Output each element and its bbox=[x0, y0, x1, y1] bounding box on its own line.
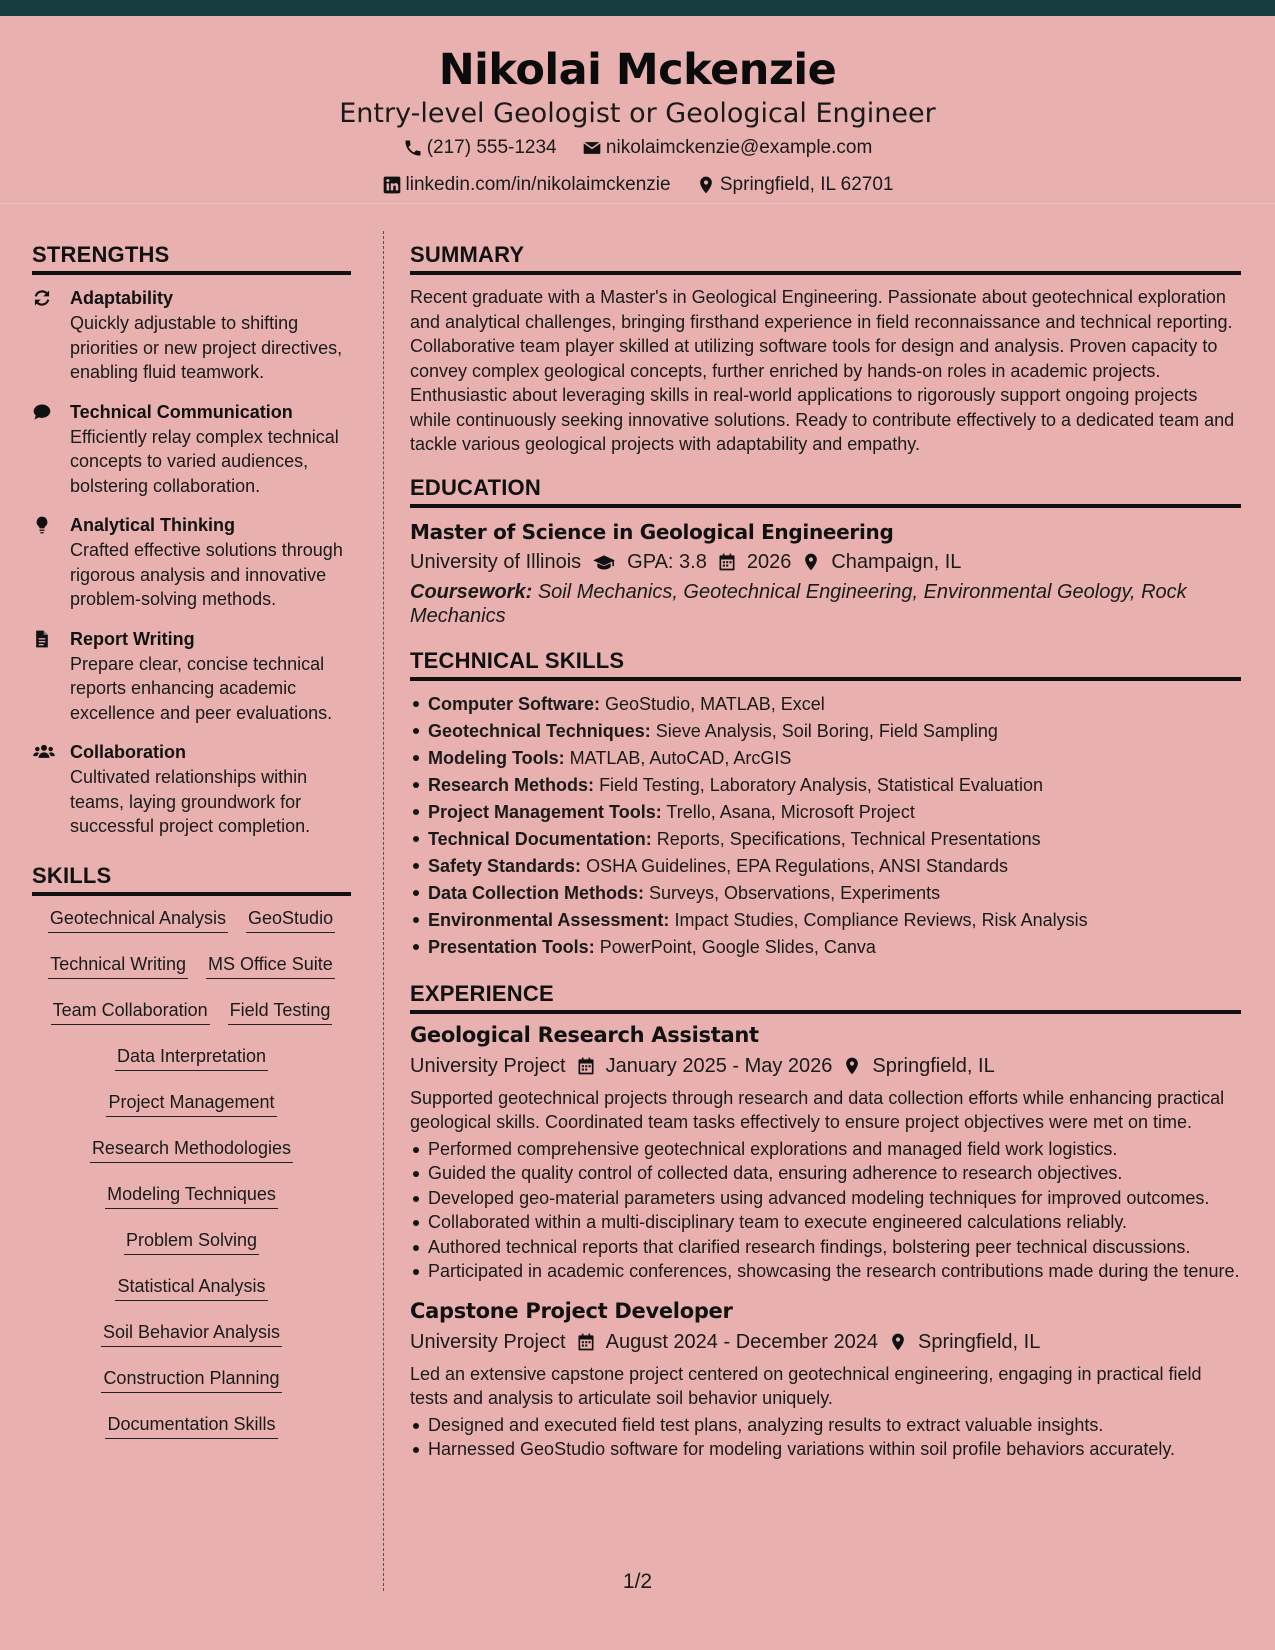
location-text: Springfield, IL 62701 bbox=[719, 174, 894, 195]
skill-tag: Construction Planning bbox=[101, 1366, 281, 1393]
list-item bbox=[410, 718, 1241, 745]
list-item bbox=[410, 934, 1241, 961]
candidate-name: Nikolai Mckenzie bbox=[438, 45, 837, 95]
job-bullets bbox=[410, 1413, 1241, 1462]
summary-text: Recent graduate with a Master's in Geological Engineering. Passionate about geotechnical exploration and analytical challenges, bringing firsthand experience in field reconnaissance and technical reporting. Collaborative team player skilled at utilizing software tools for design and analysis. Proven capacity to convey complex geological concepts, further enriched by hands-on roles in academic projects. Enthusiastic about leveraging skills in real-world applications to rigorously support ongoing projects while continuously seeking innovative solutions. Ready to contribute effectively to a dedicated team and tackle various geological projects with adaptability and empathy. bbox=[410, 287, 1235, 454]
skills-tags bbox=[32, 906, 351, 1458]
job-org: University Project bbox=[410, 1054, 566, 1077]
skill-value: Impact Studies, Compliance Reviews, Risk Analysis bbox=[674, 909, 1088, 930]
education-heading: EDUCATION bbox=[410, 473, 1241, 508]
skill-label: Safety Standards: bbox=[428, 855, 582, 876]
list-item bbox=[410, 880, 1241, 907]
lightbulb-icon bbox=[32, 515, 52, 535]
strength-description: Crafted effective solutions through rigorous analysis and innovative problem-solving methods. bbox=[70, 540, 343, 609]
skill-tag: Team Collaboration bbox=[51, 998, 210, 1025]
skill-tag: Project Management bbox=[106, 1090, 276, 1117]
right-column bbox=[410, 240, 1241, 1462]
job-title: Geological Research Assistant bbox=[410, 1022, 759, 1047]
phone-contact[interactable] bbox=[403, 132, 557, 164]
list-item: Performed comprehensive geotechnical explorations and managed field work logistics. bbox=[410, 1137, 1241, 1162]
calendar-icon bbox=[576, 1056, 596, 1076]
skill-label: Geotechnical Techniques: bbox=[428, 720, 651, 741]
skill-tag: Soil Behavior Analysis bbox=[101, 1320, 282, 1347]
skill-label: Modeling Tools: bbox=[428, 747, 565, 768]
strength-item bbox=[32, 399, 351, 499]
strengths-heading: STRENGTHS bbox=[32, 240, 351, 275]
skill-value: PowerPoint, Google Slides, Canva bbox=[599, 936, 876, 957]
school-location: Champaign, IL bbox=[831, 550, 962, 573]
list-item bbox=[410, 772, 1241, 799]
skill-tag: Modeling Techniques bbox=[105, 1182, 278, 1209]
skills-heading: SKILLS bbox=[32, 861, 351, 896]
gpa-text: GPA: 3.8 bbox=[627, 550, 707, 573]
skill-label: Data Collection Methods: bbox=[428, 882, 645, 903]
list-item: Guided the quality control of collected data, ensuring adherence to research objectives. bbox=[410, 1161, 1241, 1186]
skill-tag: Statistical Analysis bbox=[115, 1274, 267, 1301]
calendar-icon bbox=[717, 552, 737, 572]
skill-tag: Documentation Skills bbox=[105, 1412, 277, 1439]
map-pin-icon bbox=[888, 1332, 908, 1352]
strength-item bbox=[32, 285, 351, 385]
skill-label: Presentation Tools: bbox=[428, 936, 595, 957]
skill-label: Environmental Assessment: bbox=[428, 909, 670, 930]
skill-tag: Research Methodologies bbox=[90, 1136, 293, 1163]
education-meta bbox=[410, 546, 1241, 578]
list-item: Participated in academic conferences, showcasing the research contributions made during the tenure. bbox=[410, 1259, 1241, 1284]
document-icon bbox=[32, 629, 52, 649]
strength-description: Cultivated relationships within teams, laying groundwork for successful project completion. bbox=[70, 767, 311, 836]
strength-description: Efficiently relay complex technical concepts to varied audiences, bolstering collaboration. bbox=[70, 426, 339, 496]
experience-heading: EXPERIENCE bbox=[410, 979, 1241, 1014]
list-item: Developed geo-material parameters using advanced modeling techniques for improved outcomes. bbox=[410, 1186, 1241, 1211]
strength-name: Collaboration bbox=[70, 742, 186, 762]
list-item bbox=[410, 691, 1241, 718]
resume-header bbox=[0, 16, 1275, 204]
strength-name: Adaptability bbox=[70, 288, 174, 308]
sync-icon bbox=[32, 288, 52, 308]
graduation-year: 2026 bbox=[746, 550, 792, 573]
skill-tag: Geotechnical Analysis bbox=[48, 906, 228, 933]
skill-tag: MS Office Suite bbox=[206, 952, 335, 979]
job-description: Supported geotechnical projects through research and data collection efforts while enhancing practical geological skills. Coordinated team tasks effectively to ensure project objectives were met on time. bbox=[410, 1087, 1225, 1132]
candidate-title: Entry-level Geologist or Geological Engineer bbox=[339, 98, 936, 129]
skill-tag: Field Testing bbox=[228, 998, 333, 1025]
coursework bbox=[410, 580, 1241, 628]
skill-value: GeoStudio, MATLAB, Excel bbox=[605, 693, 825, 714]
strength-item bbox=[32, 626, 351, 726]
email-text: nikolaimckenzie@example.com bbox=[605, 137, 873, 158]
job-location: Springfield, IL bbox=[872, 1054, 995, 1077]
comment-icon bbox=[32, 402, 52, 422]
list-item bbox=[410, 853, 1241, 880]
email-contact[interactable] bbox=[582, 132, 872, 164]
list-item: Designed and executed field test plans, analyzing results to extract valuable insights. bbox=[410, 1413, 1241, 1438]
job-title: Capstone Project Developer bbox=[410, 1298, 733, 1323]
list-item: Authored technical reports that clarified research findings, bolstering peer technical discussions. bbox=[410, 1235, 1241, 1260]
strength-item bbox=[32, 512, 351, 612]
skill-value: Surveys, Observations, Experiments bbox=[649, 882, 941, 903]
list-item bbox=[410, 799, 1241, 826]
job-location: Springfield, IL bbox=[918, 1330, 1041, 1353]
skill-label: Research Methods: bbox=[428, 774, 595, 795]
skill-tag: Technical Writing bbox=[48, 952, 188, 979]
strength-name: Technical Communication bbox=[70, 401, 293, 422]
skill-label: Technical Documentation: bbox=[428, 828, 652, 849]
graduation-cap-icon bbox=[591, 552, 617, 572]
skill-label: Computer Software: bbox=[428, 693, 601, 714]
strength-item bbox=[32, 739, 351, 839]
job-meta bbox=[410, 1326, 1241, 1358]
skill-value: MATLAB, AutoCAD, ArcGIS bbox=[569, 747, 792, 768]
map-pin-icon bbox=[801, 552, 821, 572]
skill-value: Trello, Asana, Microsoft Project bbox=[666, 801, 915, 822]
linkedin-icon bbox=[382, 175, 402, 195]
left-column bbox=[32, 240, 351, 1458]
skill-tag: Problem Solving bbox=[124, 1228, 259, 1255]
job-description: Led an extensive capstone project centered on geotechnical engineering, engaging in practical field tests and analysis to articulate soil behavior uniquely. bbox=[410, 1363, 1202, 1408]
contact-row-2 bbox=[0, 169, 1275, 206]
list-item: Collaborated within a multi-disciplinary team to execute engineered calculations reliably. bbox=[410, 1210, 1241, 1235]
list-item bbox=[410, 745, 1241, 772]
skill-label: Project Management Tools: bbox=[428, 801, 662, 822]
list-item: Harnessed GeoStudio software for modeling variations within soil profile behaviors accurately. bbox=[410, 1437, 1241, 1462]
coursework-list: Soil Mechanics, Geotechnical Engineering, Environmental Geology, Rock Mechanics bbox=[410, 580, 1187, 627]
job-dates: August 2024 - December 2024 bbox=[605, 1330, 879, 1353]
column-divider bbox=[383, 231, 384, 1591]
skill-value: Field Testing, Laboratory Analysis, Statistical Evaluation bbox=[599, 774, 1043, 795]
job-entry bbox=[410, 1020, 1241, 1284]
job-entry bbox=[410, 1296, 1241, 1462]
skill-value: Reports, Specifications, Technical Presentations bbox=[656, 828, 1041, 849]
strength-name: Report Writing bbox=[70, 628, 195, 649]
list-item bbox=[410, 826, 1241, 853]
school-name: University of Illinois bbox=[410, 550, 582, 573]
job-dates: January 2025 - May 2026 bbox=[605, 1054, 833, 1077]
phone-icon bbox=[403, 138, 423, 158]
email-icon bbox=[582, 138, 602, 158]
top-accent-bar bbox=[0, 0, 1275, 16]
map-pin-icon bbox=[842, 1056, 862, 1076]
map-pin-icon bbox=[696, 175, 716, 195]
strength-description: Prepare clear, concise technical reports enhancing academic excellence and peer evaluations. bbox=[70, 653, 333, 723]
page-number: 1/2 bbox=[622, 1570, 653, 1593]
summary-heading: SUMMARY bbox=[410, 240, 1241, 275]
job-meta bbox=[410, 1050, 1241, 1082]
strength-description: Quickly adjustable to shifting priorities or new project directives, enabling fluid teamwork. bbox=[70, 313, 343, 382]
linkedin-contact[interactable] bbox=[382, 169, 671, 201]
coursework-label: Coursework: bbox=[410, 580, 533, 603]
phone-text: (217) 555-1234 bbox=[426, 137, 557, 158]
calendar-icon bbox=[576, 1332, 596, 1352]
list-item bbox=[410, 907, 1241, 934]
linkedin-text: linkedin.com/in/nikolaimckenzie bbox=[405, 174, 671, 195]
skill-tag: GeoStudio bbox=[246, 906, 335, 933]
job-bullets bbox=[410, 1137, 1241, 1284]
users-icon bbox=[32, 742, 56, 762]
technical-skills-heading: TECHNICAL SKILLS bbox=[410, 646, 1241, 681]
job-org: University Project bbox=[410, 1330, 566, 1353]
technical-skills-list bbox=[410, 691, 1241, 961]
contact-row-1 bbox=[0, 132, 1275, 169]
skill-tag: Data Interpretation bbox=[115, 1044, 268, 1071]
location-contact bbox=[696, 169, 894, 201]
skill-value: Sieve Analysis, Soil Boring, Field Sampling bbox=[655, 720, 998, 741]
skill-value: OSHA Guidelines, EPA Regulations, ANSI Standards bbox=[586, 855, 1008, 876]
strength-name: Analytical Thinking bbox=[70, 515, 236, 535]
degree-title: Master of Science in Geological Engineering bbox=[410, 519, 894, 544]
